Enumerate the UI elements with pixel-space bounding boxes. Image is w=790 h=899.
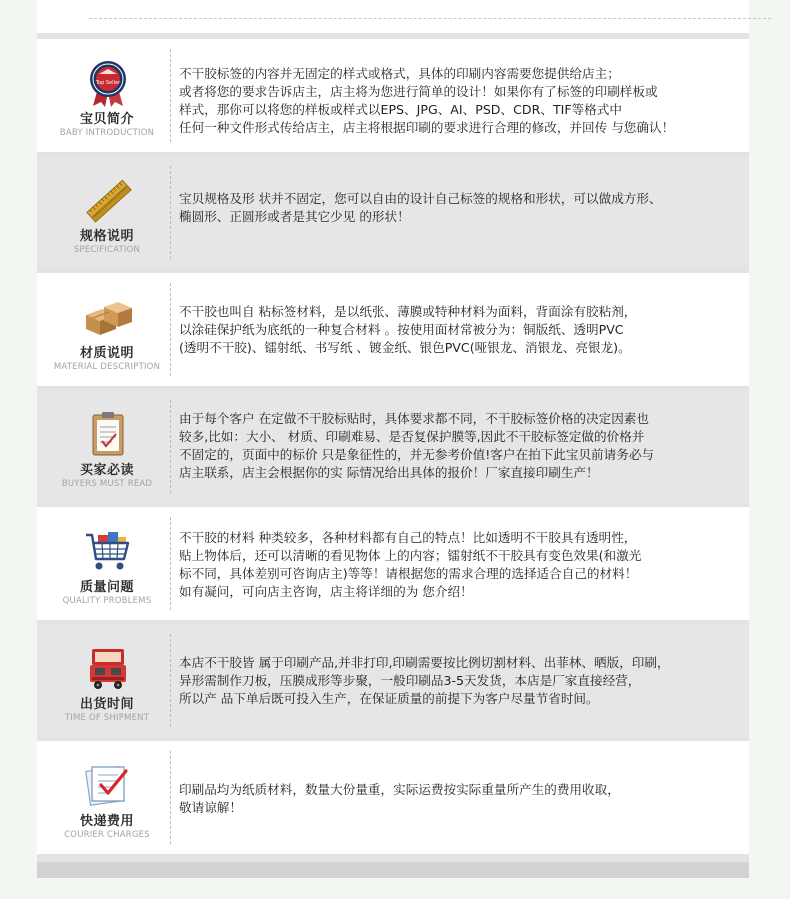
section-icon-column (37, 390, 177, 503)
section-icon-column (37, 624, 177, 737)
info-panel (37, 33, 749, 878)
dashed-divider (170, 166, 171, 259)
dashed-divider (170, 751, 171, 844)
section-title: 质量问题 (79, 580, 134, 595)
section-text: 由于每个客户 在定做不干胶标贴时，具体要求都不同，不干胶标签价格的决定因素也 较多,比如：大小、 材质、印刷难易、是否复保护膜等,因此不干胶标签定做的价格并 不固定的，页面中的标价 只是象征性的，并无参考价值!客户在拍下此宝贝前请务必与 店主联系，店主会根据你的实 际情况给出具体的报价！厂家直接印刷生产！ (179, 411, 655, 480)
section-text: 不干胶的材料 种类较多，各种材料都有自己的特点！比如透明不干胶具有透明性， 贴上物体后，还可以清晰的看见物体 上的内容；镭射纸不干胶具有变色效果(和激光 标不同，具体差别可咨询店主)等等！请根据您的需求合理的选择适合自己的材料！ 如有凝问，可向店主咨询，店主将详细的为 您介绍！ (179, 530, 642, 599)
section-courier-charges (37, 741, 749, 854)
section-baby-introduction (37, 39, 749, 152)
section-title: 买家必读 (79, 463, 134, 478)
section-subtitle: SPECIFICATION (73, 245, 141, 255)
section-icon-column (37, 741, 177, 854)
section-quality-problems (37, 507, 749, 620)
section-text: 印刷品均为纸质材料，数量大份量重，实际运费按实际重量所产生的费用收取， 敬请谅解！ (179, 782, 620, 815)
section-subtitle: BABY INTRODUCTION (59, 128, 155, 138)
section-title: 规格说明 (79, 229, 134, 244)
section-title: 快递费用 (79, 814, 134, 829)
section-subtitle: QUALITY PROBLEMS (62, 596, 152, 606)
top-dashed-divider (89, 18, 771, 19)
section-subtitle: COURIER CHARGES (64, 830, 150, 840)
section-time-of-shipment (37, 624, 749, 737)
dashed-divider (170, 283, 171, 376)
shopping-cart-icon (81, 527, 135, 575)
section-text: 本店不干胶皆 属于印刷产品,并非打印,印刷需要按比例切割材料、出菲林、晒版，印刷， 异形需制作刀板，压膜成形等步聚，一般印刷品3-5天发货，本店是厂家直接经营， 所以产 品下单后既可投入生产，在保证质量的前提下为客户尽量节省时间。 (179, 655, 670, 706)
section-subtitle: TIME OF SHIPMENT (64, 713, 150, 723)
section-title: 出货时间 (79, 697, 134, 712)
bottom-strip (37, 862, 749, 878)
dashed-divider (170, 49, 171, 142)
section-material-description (37, 273, 749, 386)
top-strip (37, 0, 749, 33)
boxes-icon (81, 293, 135, 341)
section-buyers-must-read (37, 390, 749, 503)
section-title: 宝贝简介 (79, 112, 134, 127)
section-subtitle: MATERIAL DESCRIPTION (53, 362, 161, 372)
delivery-truck-icon (81, 644, 135, 692)
section-icon-column (37, 273, 177, 386)
dashed-divider (170, 400, 171, 493)
award-badge-icon (81, 59, 135, 107)
dashed-divider (170, 634, 171, 727)
section-title: 材质说明 (79, 346, 134, 361)
section-text: 宝贝规格及形 状并不固定，您可以自由的设计自己标签的规格和形状，可以做成方形、 椭圆形、正圆形或者是其它少见 的形状！ (179, 191, 662, 224)
section-text: 不干胶也叫自 粘标签材料，是以纸张、薄膜或特种材料为面料，背面涂有胶粘剂， 以涂硅保护纸为底纸的一种复合材料 。按使用面材常被分为：铜版纸、透明PVC (透明不干胶)、镭射纸、书写纸 、镀金纸、银色PVC(哑银龙、消银龙、亮银龙)。 (179, 304, 637, 355)
ruler-icon (81, 176, 135, 224)
section-icon-column (37, 39, 177, 152)
section-specification (37, 156, 749, 269)
checklist-icon (81, 761, 135, 809)
clipboard-icon (81, 410, 135, 458)
section-text: 不干胶标签的内容并无固定的样式或格式，具体的印刷内容需要您提供给店主； 或者将您的要求告诉店主，店主将为您进行简单的设计！如果你有了标签的印刷样板或 样式，那你可以将您的样板或样式以EPS、JPG、AI、PSD、CDR、TIF等格式中 任何一种文件形式传给店主，店主将根据印刷的要求进行合理的修改，并回传 与您确认！ (179, 66, 675, 135)
section-subtitle: BUYERS MUST READ (61, 479, 153, 489)
svg-text:Top Seller: Top Seller (95, 80, 121, 86)
section-icon-column (37, 156, 177, 269)
section-icon-column (37, 507, 177, 620)
dashed-divider (170, 517, 171, 610)
